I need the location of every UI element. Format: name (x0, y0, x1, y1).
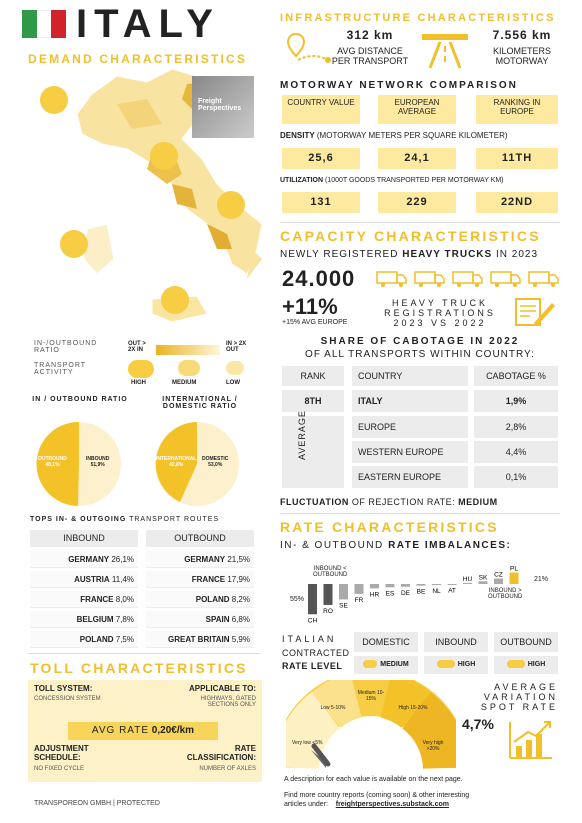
country-title: ITALY (76, 2, 220, 46)
cab-value: 4,4% (474, 441, 558, 463)
inbound-header: INBOUND (30, 530, 138, 547)
util-country: 131 (282, 192, 360, 213)
table-row (30, 631, 138, 648)
route-country: GERMANY (68, 555, 110, 564)
legend-activity-label: TRANSPORT ACTIVITY (34, 362, 86, 376)
route-country: FRANCE (80, 595, 114, 604)
capacity-title: CAPACITY CHARACTERISTICS (280, 228, 541, 244)
cab-h-country: COUNTRY (352, 366, 468, 386)
tick-at: AT (448, 587, 456, 595)
toll-applicable-label: APPLICABLE TO: (189, 684, 256, 693)
route-value: 5,9% (229, 635, 250, 644)
contracted-label2: CONTRACTED (282, 648, 350, 658)
tick-ro: RO (323, 607, 333, 615)
document-pen-icon (514, 297, 556, 327)
util-average: 229 (378, 192, 456, 213)
route-country: SPAIN (205, 615, 230, 624)
truck-icon (528, 270, 560, 288)
gauge-medium: Medium 10-15% (357, 690, 385, 702)
contracted-label1: ITALIAN (282, 634, 337, 644)
legend-low-icon (226, 361, 244, 375)
gauge-low: Low 5-10% (320, 705, 346, 711)
cab-average-label: AVERAGE (297, 410, 307, 460)
cab-average-rows (352, 416, 558, 491)
legend-left: OUT > 2X IN (128, 341, 146, 353)
table-row (352, 466, 558, 488)
tick-se: SE (339, 602, 348, 610)
cab-country: EUROPE (352, 416, 468, 438)
tick-sk: SK (478, 574, 488, 582)
route-value: 26,1% (109, 555, 134, 564)
bar-es (386, 584, 395, 587)
freight-perspectives-logo: Freight Perspectives (192, 76, 254, 138)
cab-h-rank: RANK (282, 366, 344, 386)
activity-marker (161, 286, 189, 314)
pie1-a: OUTBOUND 48,1% (38, 456, 67, 468)
toll-class-label: RATE CLASSIFICATION: (186, 744, 256, 762)
legend-medium-icon (178, 360, 200, 376)
toll-avg-rate: AVG RATE 0,20€/km (68, 722, 218, 740)
cab-italy-rank: 8TH (282, 390, 344, 412)
bottom-note: INBOUND > OUTBOUND (488, 588, 523, 600)
tick-fr: FR (354, 596, 364, 604)
cab-value: 0,1% (474, 466, 558, 488)
bar-nl (432, 584, 441, 585)
route-country: GERMANY (184, 555, 226, 564)
toll-system-label: TOLL SYSTEM: (34, 684, 93, 693)
top-note: INBOUND < OUTBOUND (313, 566, 348, 578)
spot-value: 4,7% (462, 716, 494, 732)
note2: Find more country reports (coming soon) & other interesting (284, 792, 470, 799)
toll-title: TOLL CHARACTERISTICS (30, 660, 248, 676)
tick-hu: HU (462, 575, 473, 583)
table-row (30, 591, 138, 608)
right-value: 21% (534, 576, 549, 583)
route-value: 7,5% (113, 635, 134, 644)
activity-marker (60, 230, 88, 258)
italy-flag (22, 10, 66, 38)
truck-icon (414, 270, 446, 288)
demand-title: DEMAND CHARACTERISTICS (28, 52, 248, 66)
cab-value: 2,8% (474, 416, 558, 438)
comparison-title: MOTORWAY NETWORK COMPARISON (280, 80, 518, 91)
col-european-average: EUROPEAN AVERAGE (378, 95, 456, 124)
bar-ch (308, 584, 317, 614)
change-label: HEAVY TRUCK REGISTRATIONS 2023 VS 2022 (384, 298, 496, 328)
routes-title: TOPS IN- & OUTGOING TRANSPORT ROUTES (30, 516, 220, 523)
bar-pl (510, 572, 519, 584)
note3: articles under: freightperspectives.substack.com (284, 801, 449, 808)
tick-hr: HR (369, 591, 380, 599)
truck-icon (376, 270, 408, 288)
bar-sk (479, 581, 488, 584)
legend-low: LOW (226, 380, 240, 386)
substack-link[interactable]: freightperspectives.substack.com (335, 801, 449, 808)
left-value: 55% (290, 596, 305, 603)
pie2-a: INTERNATIONAL 42,8% (156, 456, 197, 468)
route-country: POLAND (79, 635, 114, 644)
rate-coin-icon (437, 660, 455, 668)
tick-nl: NL (432, 588, 441, 596)
cab-italy-country: ITALY (352, 390, 468, 412)
table-row (146, 591, 254, 608)
contracted-v-domestic: MEDIUM (354, 656, 418, 674)
tick-be: BE (416, 588, 426, 596)
cab-average-cell (282, 410, 344, 488)
table-row (146, 571, 254, 588)
table-row (352, 441, 558, 463)
table-row (30, 571, 138, 588)
rate-coin-icon (363, 660, 377, 668)
route-country: AUSTRIA (74, 575, 110, 584)
cab-country: WESTERN EUROPE (352, 441, 468, 463)
legend-high: HIGH (131, 380, 146, 386)
route-value: 8,2% (229, 595, 250, 604)
legend-high-icon (128, 360, 154, 378)
change-value: +11% (282, 294, 338, 319)
density-ranking: 11TH (476, 148, 558, 169)
col-ranking: RANKING IN EUROPE (476, 95, 558, 124)
table-row (30, 551, 138, 568)
contracted-h-inbound: INBOUND (424, 632, 488, 652)
cabotage-title: SHARE OF CABOTAGE IN 2022 (320, 336, 520, 347)
tick-es: ES (385, 590, 395, 598)
truck-icon (452, 270, 484, 288)
activity-marker (217, 191, 245, 219)
change-avg: +15% AVG EUROPE (282, 319, 348, 326)
fluctuation: FLUCTUATION OF REJECTION RATE: MEDIUM (280, 497, 498, 507)
inbound-routes (30, 551, 138, 651)
tick-ch: CH (307, 617, 318, 624)
legend-ratio-label: IN-/OUTBOUND RATIO (34, 340, 98, 354)
toll-adjust-value: NO FIXED CYCLE (34, 766, 85, 772)
table-row (146, 551, 254, 568)
route-value: 11,4% (109, 575, 134, 584)
table-row (146, 611, 254, 628)
truck-icon (490, 270, 522, 288)
table-row (30, 611, 138, 628)
route-value: 8,0% (113, 595, 134, 604)
density-country: 25,6 (282, 148, 360, 169)
contracted-label3: RATE LEVEL (282, 661, 343, 671)
tick-pl: PL (510, 565, 518, 573)
activity-marker (150, 142, 178, 170)
legend-gradient (156, 345, 220, 355)
contracted-h-outbound: OUTBOUND (494, 632, 558, 652)
legend-medium: MEDIUM (172, 380, 197, 386)
density-average: 24,1 (378, 148, 456, 169)
capacity-sub: NEWLY REGISTERED HEAVY TRUCKS IN 2023 (280, 249, 539, 260)
legend-right: IN > 2X OUT (226, 341, 247, 353)
pie2-b: DOMESTIC 53,0% (202, 456, 229, 468)
bar-hr (370, 584, 379, 588)
route-value: 21,5% (225, 555, 250, 564)
toll-class-value: NUMBER OF AXLES (199, 766, 256, 772)
route-country: BELGIUM (76, 615, 114, 624)
distance-value: 312 km (346, 28, 394, 42)
distance-label: AVG DISTANCE PER TRANSPORT (331, 46, 409, 66)
pie1-title: IN / OUTBOUND RATIO (32, 396, 128, 403)
util-ranking: 22ND (476, 192, 558, 213)
cabotage-sub: OF ALL TRANSPORTS WITHIN COUNTRY: (305, 349, 535, 360)
bar-se (339, 584, 348, 599)
outbound-routes (146, 551, 254, 651)
route-value: 17,9% (225, 575, 250, 584)
footer-left: TRANSPOREON GMBH | PROTECTED (34, 800, 160, 807)
gauge-high: High 15-20% (398, 705, 428, 711)
gauge-very-high: Very high >20% (422, 740, 444, 752)
route-country: FRANCE (191, 575, 226, 584)
density-label: DENSITY (MOTORWAY METERS PER SQUARE KILOMETER) (280, 131, 508, 140)
distance-icon (284, 30, 336, 70)
bar-ro (324, 584, 333, 605)
cab-italy-val: 1,9% (474, 390, 558, 412)
col-country-value: COUNTRY VALUE (282, 95, 360, 124)
spot-label: AVERAGE VARIATION SPOT RATE (480, 682, 558, 712)
infra-title: INFRASTRUCTURE CHARACTERISTICS (280, 12, 556, 24)
bar-at (448, 584, 457, 585)
growth-chart-icon (506, 718, 556, 762)
note1: A description for each value is available on the next page. (284, 776, 463, 783)
table-row (146, 631, 254, 648)
motorway-value: 7.556 km (492, 28, 552, 42)
trucks-value: 24.000 (282, 266, 356, 291)
cab-h-val: CABOTAGE % (474, 366, 558, 386)
cab-country: EASTERN EUROPE (352, 466, 468, 488)
toll-applicable-value: HIGHWAYS, GATED SECTIONS ONLY (200, 696, 256, 708)
toll-adjust-label: ADJUSTMENT SCHEDULE: (34, 744, 89, 762)
bar-de (401, 584, 410, 587)
motorway-label: KILOMETERS MOTORWAY (492, 46, 551, 66)
bar-be (417, 584, 426, 586)
rate-coin-icon (507, 660, 525, 668)
pie1-b: INBOUND 51,9% (86, 456, 110, 468)
outbound-header: OUTBOUND (146, 530, 254, 547)
tick-cz: CZ (494, 571, 503, 579)
truck-icons (376, 270, 566, 290)
toll-system-value: CONCESSION SYSTEM (34, 696, 101, 702)
route-value: 6,8% (229, 615, 250, 624)
pie2-title: INTERNATIONAL / DOMESTIC RATIO (162, 396, 238, 410)
activity-marker (40, 86, 68, 114)
contracted-v-outbound: HIGH (494, 656, 558, 674)
rate-title: RATE CHARACTERISTICS (280, 519, 499, 535)
motorway-icon (420, 32, 470, 70)
route-country: POLAND (195, 595, 230, 604)
route-country: GREAT BRITAIN (168, 635, 230, 644)
table-row (352, 416, 558, 438)
rate-sub: IN- & OUTBOUND RATE IMBALANCES: (280, 540, 512, 551)
contracted-h-domestic: DOMESTIC (354, 632, 418, 652)
bar-cz (494, 579, 503, 585)
contracted-v-inbound: HIGH (424, 656, 488, 674)
util-label: UTILIZATION (1000T GOODS TRANSPORTED PER MOTORWAY KM) (280, 177, 504, 184)
gauge-very-low: Very low <5% (292, 740, 323, 746)
route-value: 7,8% (113, 615, 134, 624)
bar-hu (463, 583, 472, 584)
tick-de: DE (400, 589, 411, 597)
bar-fr (355, 584, 364, 594)
